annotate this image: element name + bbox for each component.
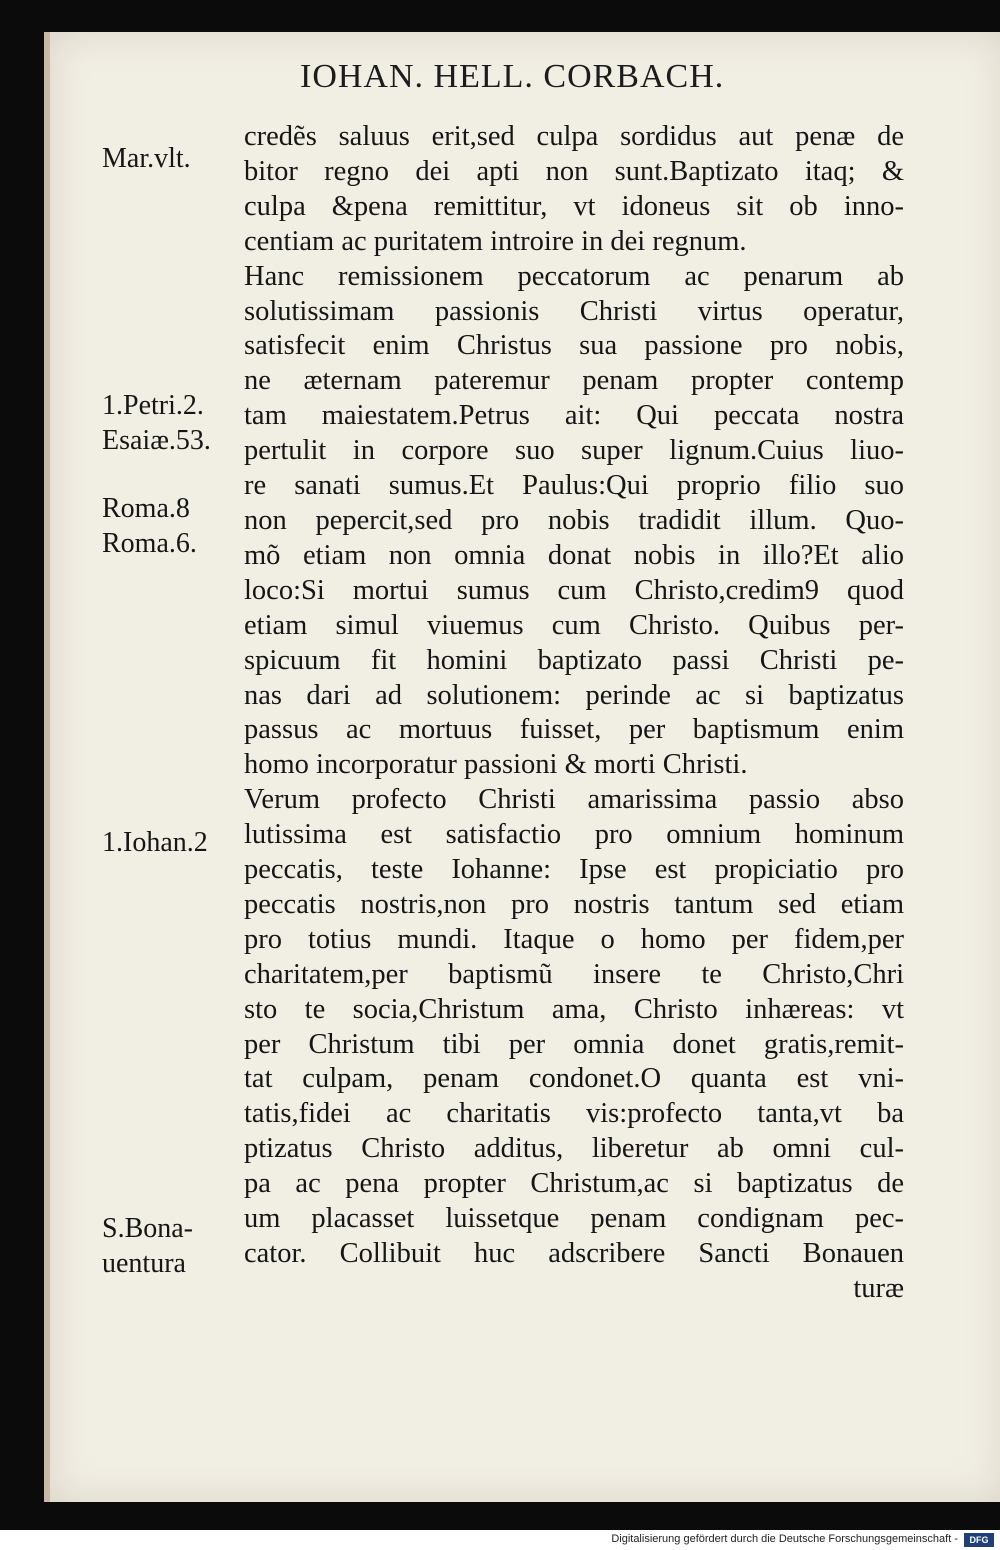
text-line: bitor regno dei apti non sunt.Baptizato itaq; & <box>244 155 904 187</box>
text-line: culpa &pena remittitur, vt idoneus sit ob inno- <box>244 190 904 222</box>
text-line: Hanc remissionem peccatorum ac penarum ab <box>244 260 904 292</box>
digitization-footer <box>0 1530 1000 1550</box>
text-line: charitatem,per baptismũ insere te Christo,Chri <box>244 958 904 990</box>
text-line: tam maiestatem.Petrus ait: Qui peccata nostra <box>244 400 904 432</box>
text-line: cator. Collibuit huc adscribere Sancti Bonauen <box>244 1238 904 1269</box>
text-line: passus ac mortuus fuisset, per baptismum enim <box>244 714 904 746</box>
text-line: tat culpam, penam condonet.O quanta est vni- <box>244 1063 904 1095</box>
text-line: ptizatus Christo additus, liberetur ab omni cul- <box>244 1133 904 1165</box>
body-text <box>244 120 904 1307</box>
running-head: IOHAN. HELL. CORBACH. <box>300 58 725 95</box>
text-line: spicuum fit homini baptizato passi Christi pe- <box>244 644 904 676</box>
text-line: homo incorporatur passioni & morti Christi. <box>244 749 748 781</box>
text-line: tatis,fidei ac charitatis vis:profecto tanta,vt ba <box>244 1098 904 1130</box>
text-line: loco:Si mortui sumus cum Christo,credim9 quod <box>244 574 904 606</box>
margin-note: 1.Petri.2. <box>102 390 204 421</box>
margin-note: Esaiæ.53. <box>102 425 211 456</box>
catchword: turæ <box>853 1272 904 1304</box>
funding-credit: Digitalisierung gefördert durch die Deutsche Forschungsgemeinschaft - <box>611 1533 958 1545</box>
text-line: Verum profecto Christi amarissima passio abso <box>244 784 904 816</box>
margin-note: Roma.8 <box>102 493 190 524</box>
text-line: sto te socia,Christum ama, Christo inhæreas: vt <box>244 993 904 1025</box>
text-line: credẽs saluus erit,sed culpa sordidus aut penæ de <box>244 121 904 152</box>
text-line: um placasset luissetque penam condignam pec- <box>244 1203 904 1235</box>
text-line: pertulit in corpore suo super lignum.Cuius liuo- <box>244 435 904 467</box>
text-line: non pepercit,sed pro nobis tradidit illum. Quo- <box>244 504 904 536</box>
text-line: pa ac pena propter Christum,ac si baptizatus de <box>244 1168 904 1200</box>
text-line: lutissima est satisfactio pro omnium hominum <box>244 819 904 851</box>
text-line: centiam ac puritatem introire in dei regnum. <box>244 225 747 257</box>
text-line: solutissimam passionis Christi virtus operatur, <box>244 295 904 327</box>
dfg-logo: DFG <box>964 1533 994 1547</box>
text-line: peccatis, teste Iohanne: Ipse est propiciatio pro <box>244 854 904 886</box>
margin-note: Roma.6. <box>102 528 197 559</box>
margin-note: S.Bona- <box>102 1213 193 1244</box>
text-line: mõ etiam non omnia donat nobis in illo?Et alio <box>244 539 904 571</box>
text-line: per Christum tibi per omnia donet gratis,remit- <box>244 1028 904 1060</box>
text-line: satisfecit enim Christus sua passione pro nobis, <box>244 330 904 362</box>
margin-note: uentura <box>102 1248 186 1279</box>
text-line: peccatis nostris,non pro nostris tantum sed etiam <box>244 888 904 920</box>
margin-note: Mar.vlt. <box>102 143 191 174</box>
text-line: nas dari ad solutionem: perinde ac si baptizatus <box>244 679 904 711</box>
text-line: etiam simul viuemus cum Christo. Quibus per- <box>244 609 904 641</box>
text-line: pro totius mundi. Itaque o homo per fidem,per <box>244 923 904 955</box>
text-line: ne æternam pateremur penam propter contemp <box>244 365 904 397</box>
margin-note: 1.Iohan.2 <box>102 827 208 858</box>
text-line: re sanati sumus.Et Paulus:Qui proprio filio suo <box>244 470 904 502</box>
